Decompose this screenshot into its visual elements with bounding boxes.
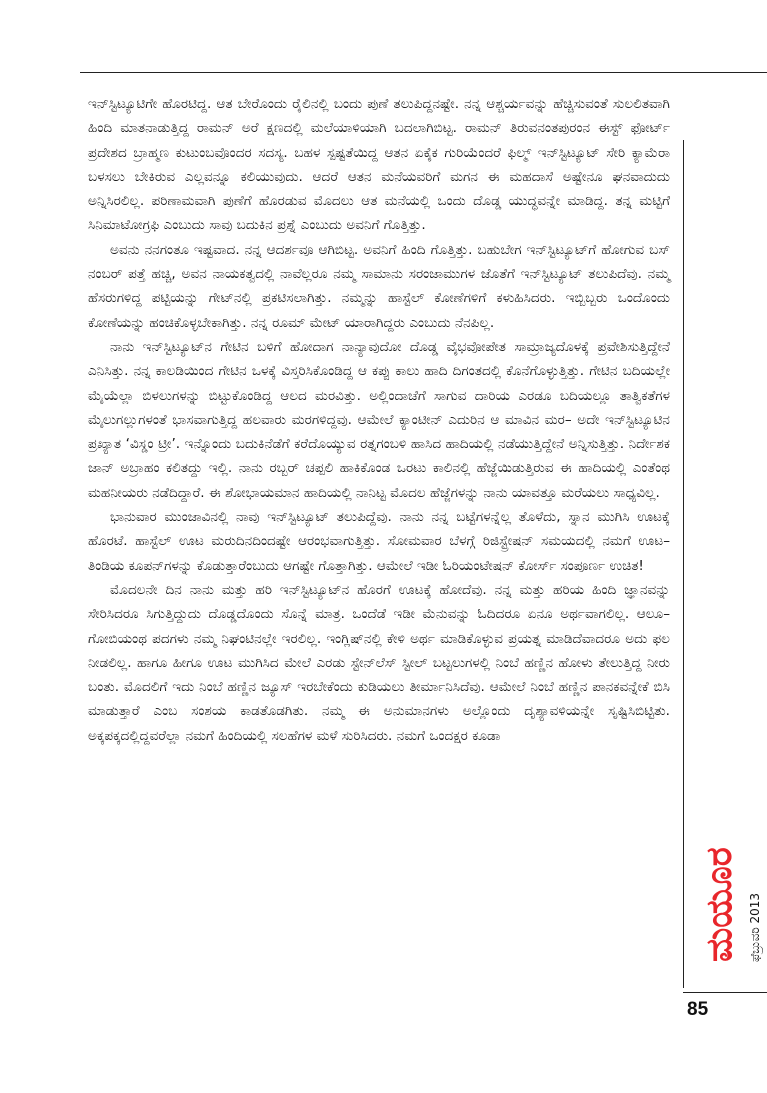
page-number: 85 [687, 999, 709, 1020]
article-body [88, 92, 670, 748]
side-rule [683, 140, 684, 988]
article-paragraph-1: ಇನ್‌ಸ್ಟಿಟ್ಯೂಟಿಗೇ ಹೊರಟಿದ್ದ. ಆತ ಬೇರೊಂದು ರೈಲಿನಲ್ಲಿ ಬಂದು ಪುಣೆ ತಲುಪಿದ್ದನಷ್ಟೇ. ನನ್ನ ಆಶ್ಚರ್ಯವನ್ನು ಹೆಚ್ಚಿಸುವಂತೆ ಸುಲಲಿತವಾಗಿ ಹಿಂದಿ ಮಾತನಾಡುತ್ತಿದ್ದ ರಾಮನ್ ಅರೆ ಕ್ಷಣದಲ್ಲಿ ಮಲೆಯಾಳಿಯಾಗಿ ಬದಲಾಗಿಬಿಟ್ಟ. ರಾಮನ್ ತಿರುವನಂತಪುರಂನ ಈಸ್ಟ್ ಫೋರ್ಟ್ ಪ್ರದೇಶದ ಬ್ರಾಹ್ಮಣ ಕುಟುಂಬವೊಂದರ ಸದಸ್ಯ. ಬಹಳ ಸ್ಪಷ್ಟತೆಯಿದ್ದ ಆತನ ಏಕೈಕ ಗುರಿಯೆಂದರೆ ಫಿಲ್ಮ್ ಇನ್‌ಸ್ಟಿಟ್ಯೂಟ್ ಸೇರಿ ಕ್ಯಾಮೆರಾ ಬಳಸಲು ಬೇಕಿರುವ ಎಲ್ಲವನ್ನೂ ಕಲಿಯುವುದು. ಆದರೆ ಆತನ ಮನೆಯವರಿಗೆ ಮಗನ ಈ ಮಹದಾಸೆ ಅಷ್ಟೇನೂ ಘನವಾದುದು ಅನ್ನಿಸಿರಲಿಲ್ಲ. ಪರಿಣಾಮವಾಗಿ ಪುಣೆಗೆ ಹೊರಡುವ ಮೊದಲು ಆತ ಮನೆಯಲ್ಲಿ ಒಂದು ದೊಡ್ಡ ಯುದ್ಧವನ್ನೇ ಮಾಡಿದ್ದ. ತನ್ನ ಮಟ್ಟಿಗೆ ಸಿನಿಮಾಟೋಗ್ರಫಿ ಎಂಬುದು ಸಾವು ಬದುಕಿನ ಪ್ರಶ್ನೆ ಎಂಬುದು ಅವನಿಗೆ ಗೊತ್ತಿತ್ತು. [88, 96, 670, 234]
magazine-masthead [687, 810, 767, 990]
article-paragraph-5: ಮೊದಲನೇ ದಿನ ನಾನು ಮತ್ತು ಹರಿ ಇನ್‌ಸ್ಟಿಟ್ಯೂಟ್‌ನ ಹೊರಗೆ ಊಟಕ್ಕೆ ಹೋದೆವು. ನನ್ನ ಮತ್ತು ಹರಿಯ ಹಿಂದಿ ಜ್ಞಾನವನ್ನು ಸೇರಿಸಿದರೂ ಸಿಗುತ್ತಿದ್ದುದು ದೊಡ್ಡದೊಂದು ಸೊನ್ನೆ ಮಾತ್ರ. ಒಂದೆಡೆ ಇಡೀ ಮೆನುವನ್ನು ಓದಿದರೂ ಏನೂ ಅರ್ಥವಾಗಲಿಲ್ಲ. ಆಲೂ–ಗೋಬಿಯಂಥ ಪದಗಳು ನಮ್ಮ ನಿಘಂಟಿನಲ್ಲೇ ಇರಲಿಲ್ಲ. ಇಂಗ್ಲಿಷ್‌ನಲ್ಲಿ ಕೇಳಿ ಅರ್ಥ ಮಾಡಿಕೊಳ್ಳುವ ಪ್ರಯತ್ನ ಮಾಡಿದೆವಾದರೂ ಅದು ಫಲ ನೀಡಲಿಲ್ಲ. ಹಾಗೂ ಹೀಗೂ ಊಟ ಮುಗಿಸಿದ ಮೇಲೆ ಎರಡು ಸ್ಟೇನ್‌ಲೆಸ್ ಸ್ಟೀಲ್ ಬಟ್ಟಲುಗಳಲ್ಲಿ ನಿಂಬೆ ಹಣ್ಣಿನ ಹೋಳು ತೇಲುತ್ತಿದ್ದ ನೀರು ಬಂತು. ಮೊದಲಿಗೆ ಇದು ನಿಂಬೆ ಹಣ್ಣಿನ ಜ್ಯೂಸ್ ಇರಬೇಕೆಂದು ಕುಡಿಯಲು ತೀರ್ಮಾನಿಸಿದೆವು. ಆಮೇಲೆ ನಿಂಬೆ ಹಣ್ಣಿನ ಪಾನಕವನ್ನೇಕೆ ಬಿಸಿ ಮಾಡುತ್ತಾರೆ ಎಂಬ ಸಂಶಯ ಕಾಡತೊಡಗಿತು. ನಮ್ಮ ಈ ಅನುಮಾನಗಳು ಅಲ್ಲೊಂದು ದೃಶ್ಯಾವಳಿಯನ್ನೇ ಸೃಷ್ಟಿಸಿಬಿಟ್ಟಿತು. ಅಕ್ಕಪಕ್ಕದಲ್ಲಿದ್ದವರೆಲ್ಲಾ ನಮಗೆ ಹಿಂದಿಯಲ್ಲಿ ಸಲಹೆಗಳ ಮಳೆ ಸುರಿಸಿದರು. ನಮಗೆ ಒಂದಕ್ಷರ ಕೂಡಾ [88, 581, 670, 744]
article-paragraph-3: ನಾನು ಇನ್‌ಸ್ಟಿಟ್ಯೂಟ್‌ನ ಗೇಟಿನ ಬಳಿಗೆ ಹೋದಾಗ ನಾನ್ಯಾವುದೋ ದೊಡ್ಡ ವೈಭವೋಪೇತ ಸಾಮ್ರಾಜ್ಯದೊಳಕ್ಕೆ ಪ್ರವೇಶಿಸುತ್ತಿದ್ದೇನೆ ಎನಿಸಿತ್ತು. ನನ್ನ ಕಾಲಡಿಯಿಂದ ಗೇಟಿನ ಒಳಕ್ಕೆ ವಿಸ್ತರಿಸಿಕೊಂಡಿದ್ದ ಆ ಕಪ್ಪು ಕಾಲು ಹಾದಿ ದಿಗಂತದಲ್ಲಿ ಕೊನೆಗೊಳ್ಳುತ್ತಿತ್ತು. ಗೇಟಿನ ಬದಿಯಲ್ಲೇ ಮೈಯೆಲ್ಲಾ ಬಿಳಲುಗಳನ್ನು ಬಿಟ್ಟುಕೊಂಡಿದ್ದ ಆಲದ ಮರವಿತ್ತು. ಅಲ್ಲಿಂದಾಚೆಗೆ ಸಾಗುವ ದಾರಿಯ ಎರಡೂ ಬದಿಯಲ್ಲೂ ತಾತ್ವಿಕತೆಗಳ ಮೈಲುಗಲ್ಲುಗಳಂತೆ ಭಾಸವಾಗುತ್ತಿದ್ದ ಹಲವಾರು ಮರಗಳಿದ್ದವು. ಆಮೇಲೆ ಕ್ಯಾಂಟೀನ್ ಎದುರಿನ ಆ ಮಾವಿನ ಮರ– ಅದೇ ಇನ್‌ಸ್ಟಿಟ್ಯೂಟಿನ ಪ್ರಖ್ಯಾತ ‘ವಿಸ್ಡಂ ಟ್ರೀ’. ಇನ್ನೊಂದು ಬದುಕಿನೆಡೆಗೆ ಕರೆದೊಯ್ಯುವ ರತ್ನಗಂಬಳಿ ಹಾಸಿದ ಹಾದಿಯಲ್ಲಿ ನಡೆಯುತ್ತಿದ್ದೇನೆ ಅನ್ನಿಸುತ್ತಿತ್ತು. ನಿರ್ದೇಶಕ ಜಾನ್ ಅಬ್ರಾಹಂ ಕಲಿತದ್ದು ಇಲ್ಲಿ. ನಾನು ರಬ್ಬರ್ ಚಪ್ಪಲಿ ಹಾಕಿಕೊಂಡ ಒರಟು ಕಾಲಿನಲ್ಲಿ ಹೆಜ್ಜೆಯಿಡುತ್ತಿರುವ ಈ ಹಾದಿಯಲ್ಲಿ ಎಂತೆಂಥ ಮಹನೀಯರು ನಡೆದಿದ್ದಾರೆ. ಈ ಶೋಭಾಯಮಾನ ಹಾದಿಯಲ್ಲಿ ನಾನಿಟ್ಟ ಮೊದಲ ಹೆಜ್ಜೆಗಳನ್ನು ನಾನು ಯಾವತ್ತೂ ಮರೆಯಲು ಸಾಧ್ಯವಿಲ್ಲ. [88, 338, 670, 501]
top-rule [80, 72, 767, 73]
page-number-rule [683, 992, 767, 993]
issue-date: ಫೆಬ್ರುವರಿ 2013 [748, 892, 762, 962]
magazine-logo: ಮಯೂರ [699, 847, 740, 962]
article-paragraph-4: ಭಾನುವಾರ ಮುಂಜಾವಿನಲ್ಲಿ ನಾವು ಇನ್‌ಸ್ಟಿಟ್ಯೂಟ್ ತಲುಪಿದ್ದೆವು. ನಾನು ನನ್ನ ಬಟ್ಟೆಗಳನ್ನೆಲ್ಲ ತೊಳೆದು, ಸ್ನಾನ ಮುಗಿಸಿ ಊಟಕ್ಕೆ ಹೊರಟೆ. ಹಾಸ್ಟೆಲ್ ಊಟ ಮರುದಿನದಿಂದಷ್ಟೇ ಆರಂಭವಾಗುತ್ತಿತ್ತು. ಸೋಮವಾರ ಬೆಳಗ್ಗೆ ರಿಜಿಸ್ಟ್ರೇಷನ್ ಸಮಯದಲ್ಲಿ ನಮಗೆ ಊಟ–ತಿಂಡಿಯ ಕೂಪನ್‌ಗಳನ್ನು ಕೊಡುತ್ತಾರೆಂಬುದು ಆಗಷ್ಟೇ ಗೊತ್ತಾಗಿತ್ತು. ಆಮೇಲೆ ಇಡೀ ಓರಿಯಂಟೇಷನ್ ಕೋರ್ಸ್ ಸಂಪೂರ್ಣ ಉಚಿತ! [88, 509, 670, 574]
article-paragraph-2: ಅವನು ನನಗಂತೂ ಇಷ್ಟವಾದ. ನನ್ನ ಆದರ್ಶವೂ ಆಗಿಬಿಟ್ಟ. ಅವನಿಗೆ ಹಿಂದಿ ಗೊತ್ತಿತ್ತು. ಬಹುಬೇಗ ಇನ್‌ಸ್ಟಿಟ್ಯೂಟ್‌ಗೆ ಹೋಗುವ ಬಸ್ ನಂಬರ್ ಪತ್ತೆ ಹಚ್ಚಿ, ಅವನ ನಾಯಕತ್ವದಲ್ಲಿ ನಾವೆಲ್ಲರೂ ನಮ್ಮ ಸಾಮಾನು ಸರಂಜಾಮುಗಳ ಜೊತೆಗೆ ಇನ್‌ಸ್ಟಿಟ್ಯೂಟ್ ತಲುಪಿದೆವು. ನಮ್ಮ ಹೆಸರುಗಳಿದ್ದ ಪಟ್ಟಿಯನ್ನು ಗೇಟ್‌ನಲ್ಲಿ ಪ್ರಕಟಿಸಲಾಗಿತ್ತು. ನಮ್ಮನ್ನು ಹಾಸ್ಟೆಲ್ ಕೋಣೆಗಳಿಗೆ ಕಳುಹಿಸಿದರು. ಇಬ್ಬಿಬ್ಬರು ಒಂದೊಂದು ಕೋಣೆಯನ್ನು ಹಂಚಿಕೊಳ್ಳಬೇಕಾಗಿತ್ತು. ನನ್ನ ರೂಮ್ ಮೇಟ್ ಯಾರಾಗಿದ್ದರು ಎಂಬುದು ನೆನಪಿಲ್ಲ. [88, 241, 670, 331]
